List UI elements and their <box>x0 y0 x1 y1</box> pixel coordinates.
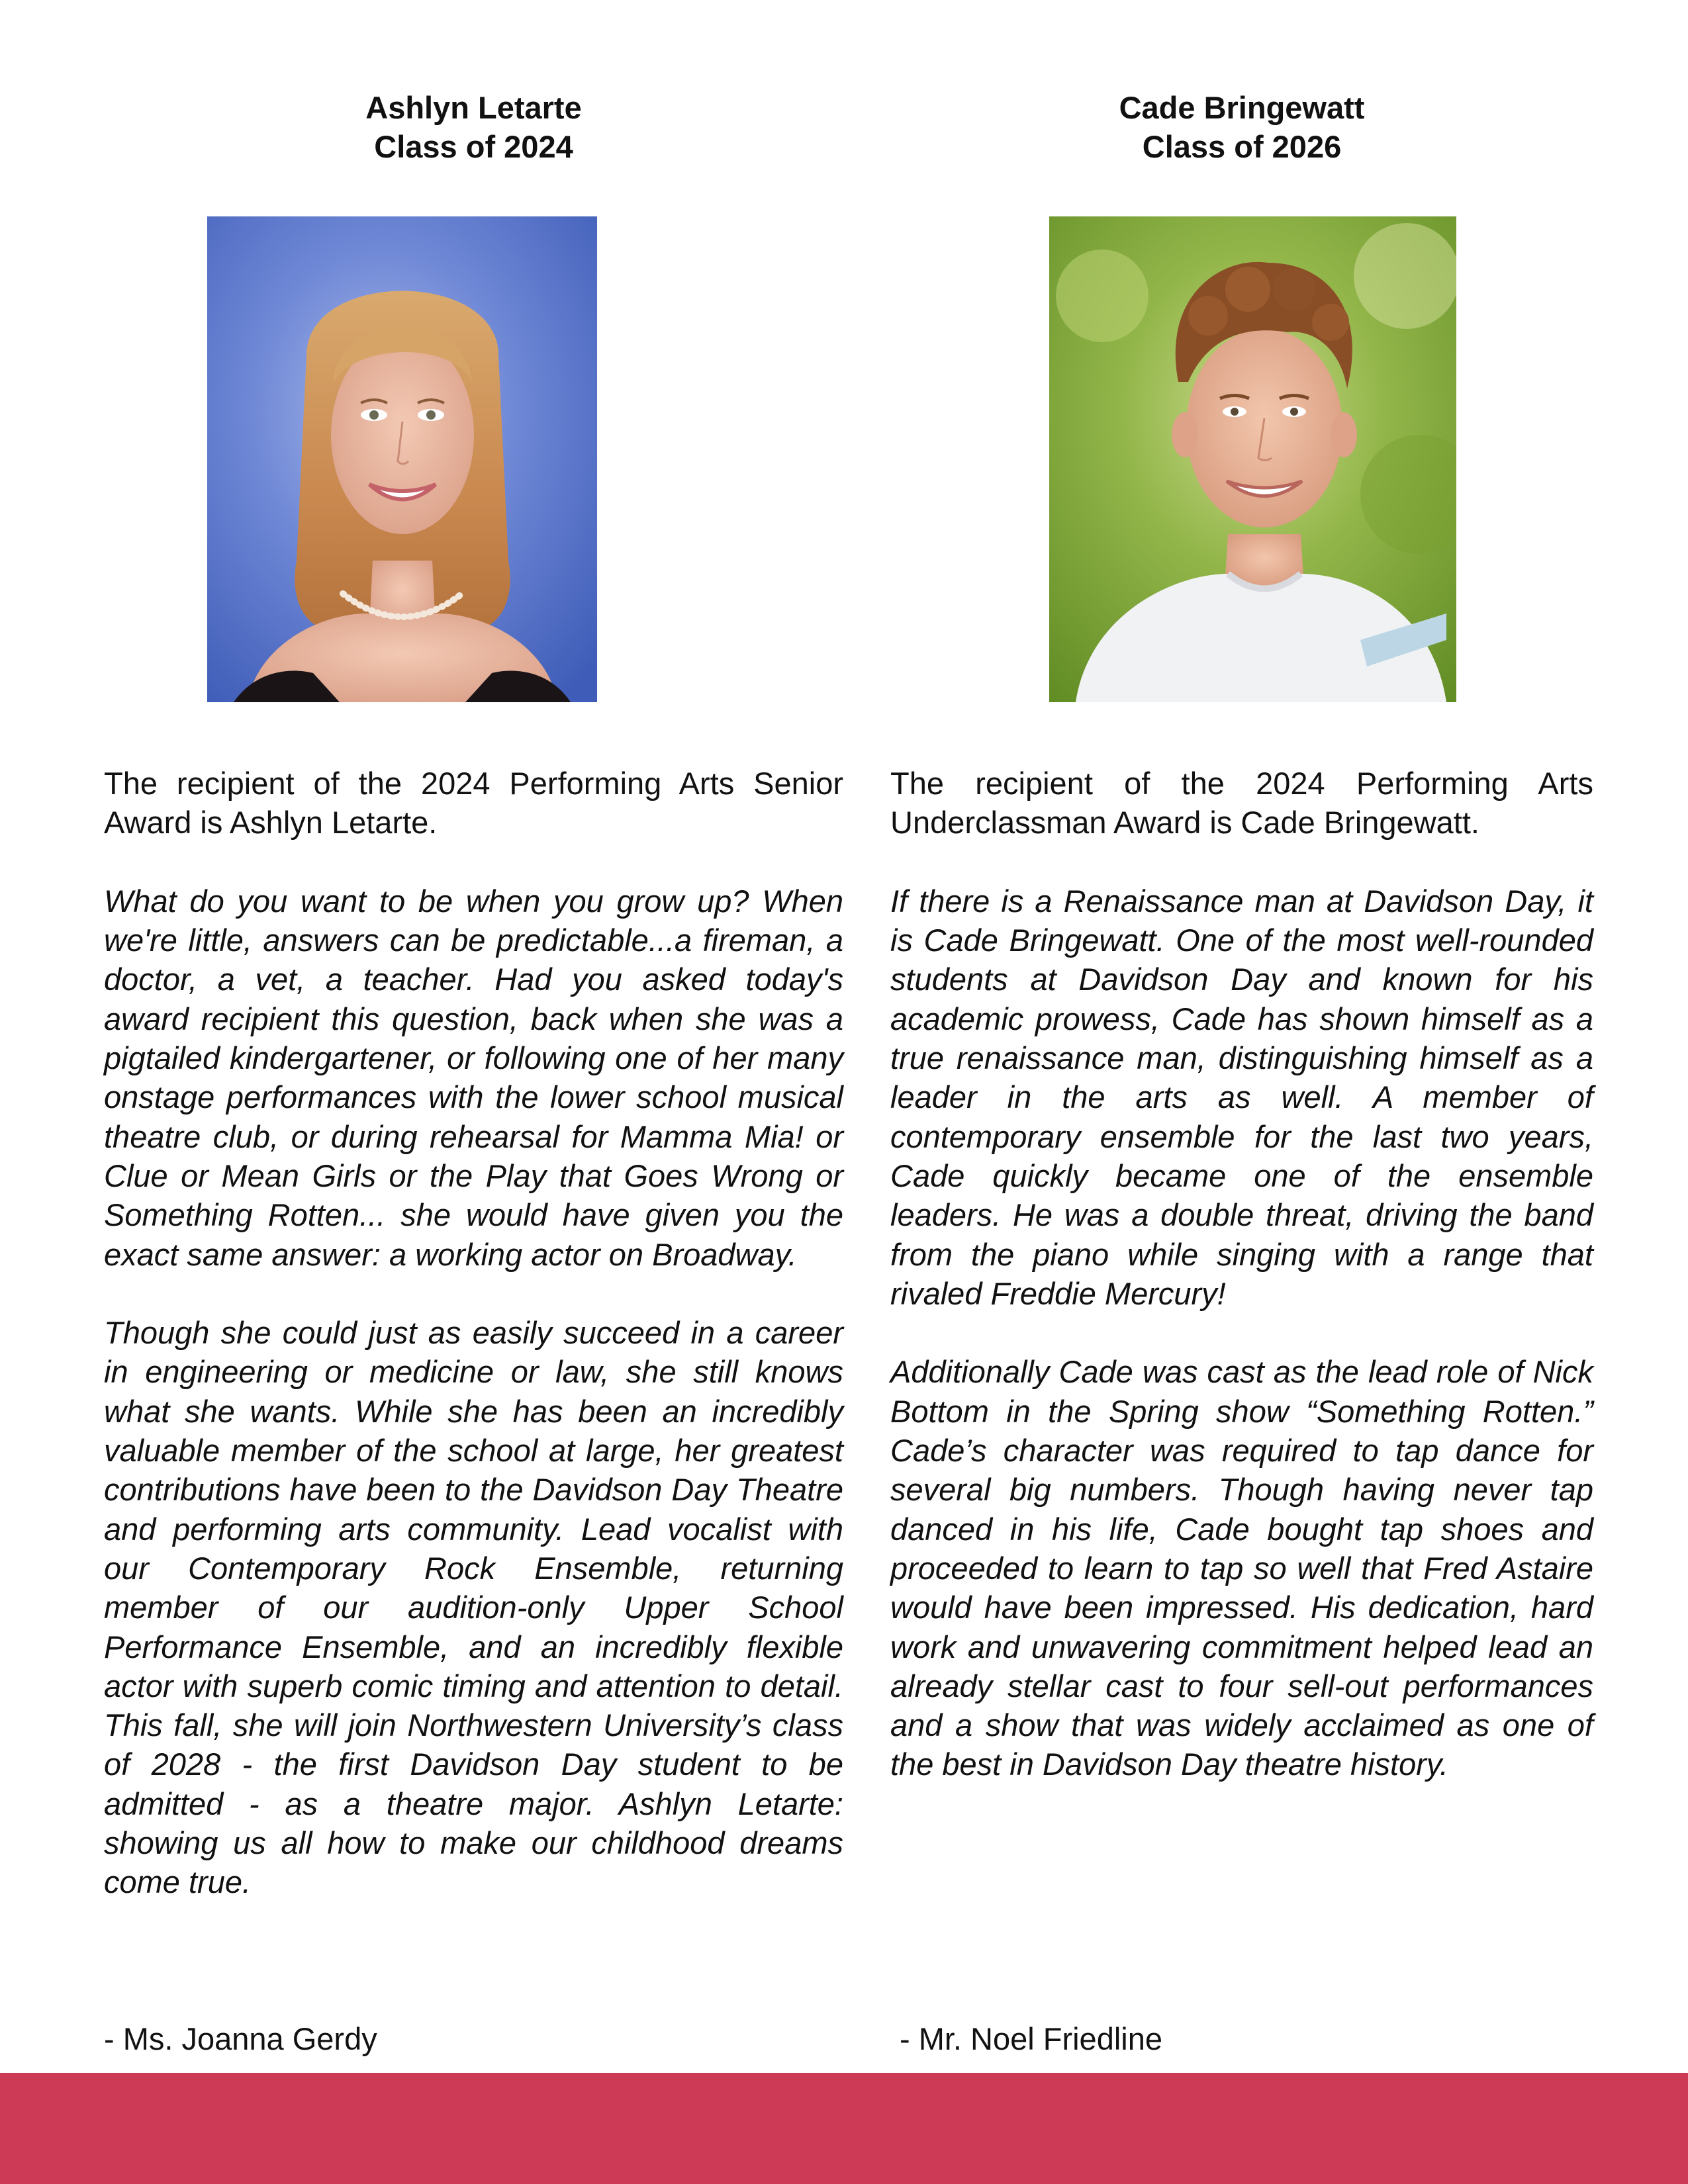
tribute-paragraph-1: What do you want to be when you grow up? When we're little, answers can be predictable...a fireman, a doctor, a vet, a teacher. Had you asked today's award recipient this question, back when she was a pigtailed kindergartener, or following one of her many onstage performances with the lower school musical theatre club, or during rehearsal for Mamma Mia! or Clue or Mean Girls or the Play that Goes Wrong or Something Rotten... she would have given you the exact same answer: a working actor on Broadway. <box>104 883 843 1272</box>
recipient-class-year: Class of 2026 <box>1142 129 1342 164</box>
tribute-paragraph-2: Though she could just as easily succeed in a career in engineering or medicine or law, she still knows what she wants. While she has been an incredibly valuable member of the school at large, her greatest contributions have been to the Davidson Day Theatre and performing arts community. Lead vocalist with our Contemporary Rock Ensemble, returning member of our audition-only Upper School Performance Ensemble, and an incredibly flexible actor with superb comic timing and attention to detail. This fall, she will join Northwestern University’s class of 2028 - the first Davidson Day student to be admitted - as a theatre major. Ashlyn Letarte: showing us all how to make our childhood dreams come true. <box>104 1315 843 1900</box>
award-intro: The recipient of the 2024 Performing Arts Underclassman Award is Cade Bringewatt. <box>890 766 1593 841</box>
recipient-name: Ashlyn Letarte <box>365 90 582 125</box>
recipient-photo <box>207 216 597 702</box>
tribute-paragraph-2: Additionally Cade was cast as the lead role of Nick Bottom in the Spring show “Something Rotten.” Cade’s character was required to tap dance for several big numbers. Though having never tap danced in his life, Cade bought tap shoes and proceeded to learn to tap so well that Fred Astaire would have been impressed. His dedication, hard work and unwavering commitment helped lead an already stellar cast to four sell-out performances and a show that was widely acclaimed as one of the best in Davidson Day theatre history. <box>890 1354 1593 1782</box>
footer-bar <box>0 2073 1688 2184</box>
award-description <box>104 764 843 1941</box>
recipient-class-year: Class of 2024 <box>374 129 573 164</box>
recipient-photo <box>1049 216 1456 702</box>
recipient-heading <box>890 88 1593 166</box>
signature: - Ms. Joanna Gerdy <box>104 2021 377 2056</box>
recipient-heading <box>104 88 843 166</box>
award-intro: The recipient of the 2024 Performing Arts Senior Award is Ashlyn Letarte. <box>104 766 843 841</box>
tribute-paragraph-1: If there is a Renaissance man at Davidson Day, it is Cade Bringewatt. One of the most well-rounded students at Davidson Day and known for his academic prowess, Cade has shown himself as a true renaissance man, distinguishing himself as a leader in the arts as well. A member of contemporary ensemble for the last two years, Cade quickly became one of the ensemble leaders. He was a double threat, driving the band from the piano while singing with a range that rivaled Freddie Mercury! <box>890 883 1593 1311</box>
award-description <box>890 764 1593 1823</box>
recipient-name: Cade Bringewatt <box>1119 90 1365 125</box>
signature: - Mr. Noel Friedline <box>900 2021 1162 2056</box>
